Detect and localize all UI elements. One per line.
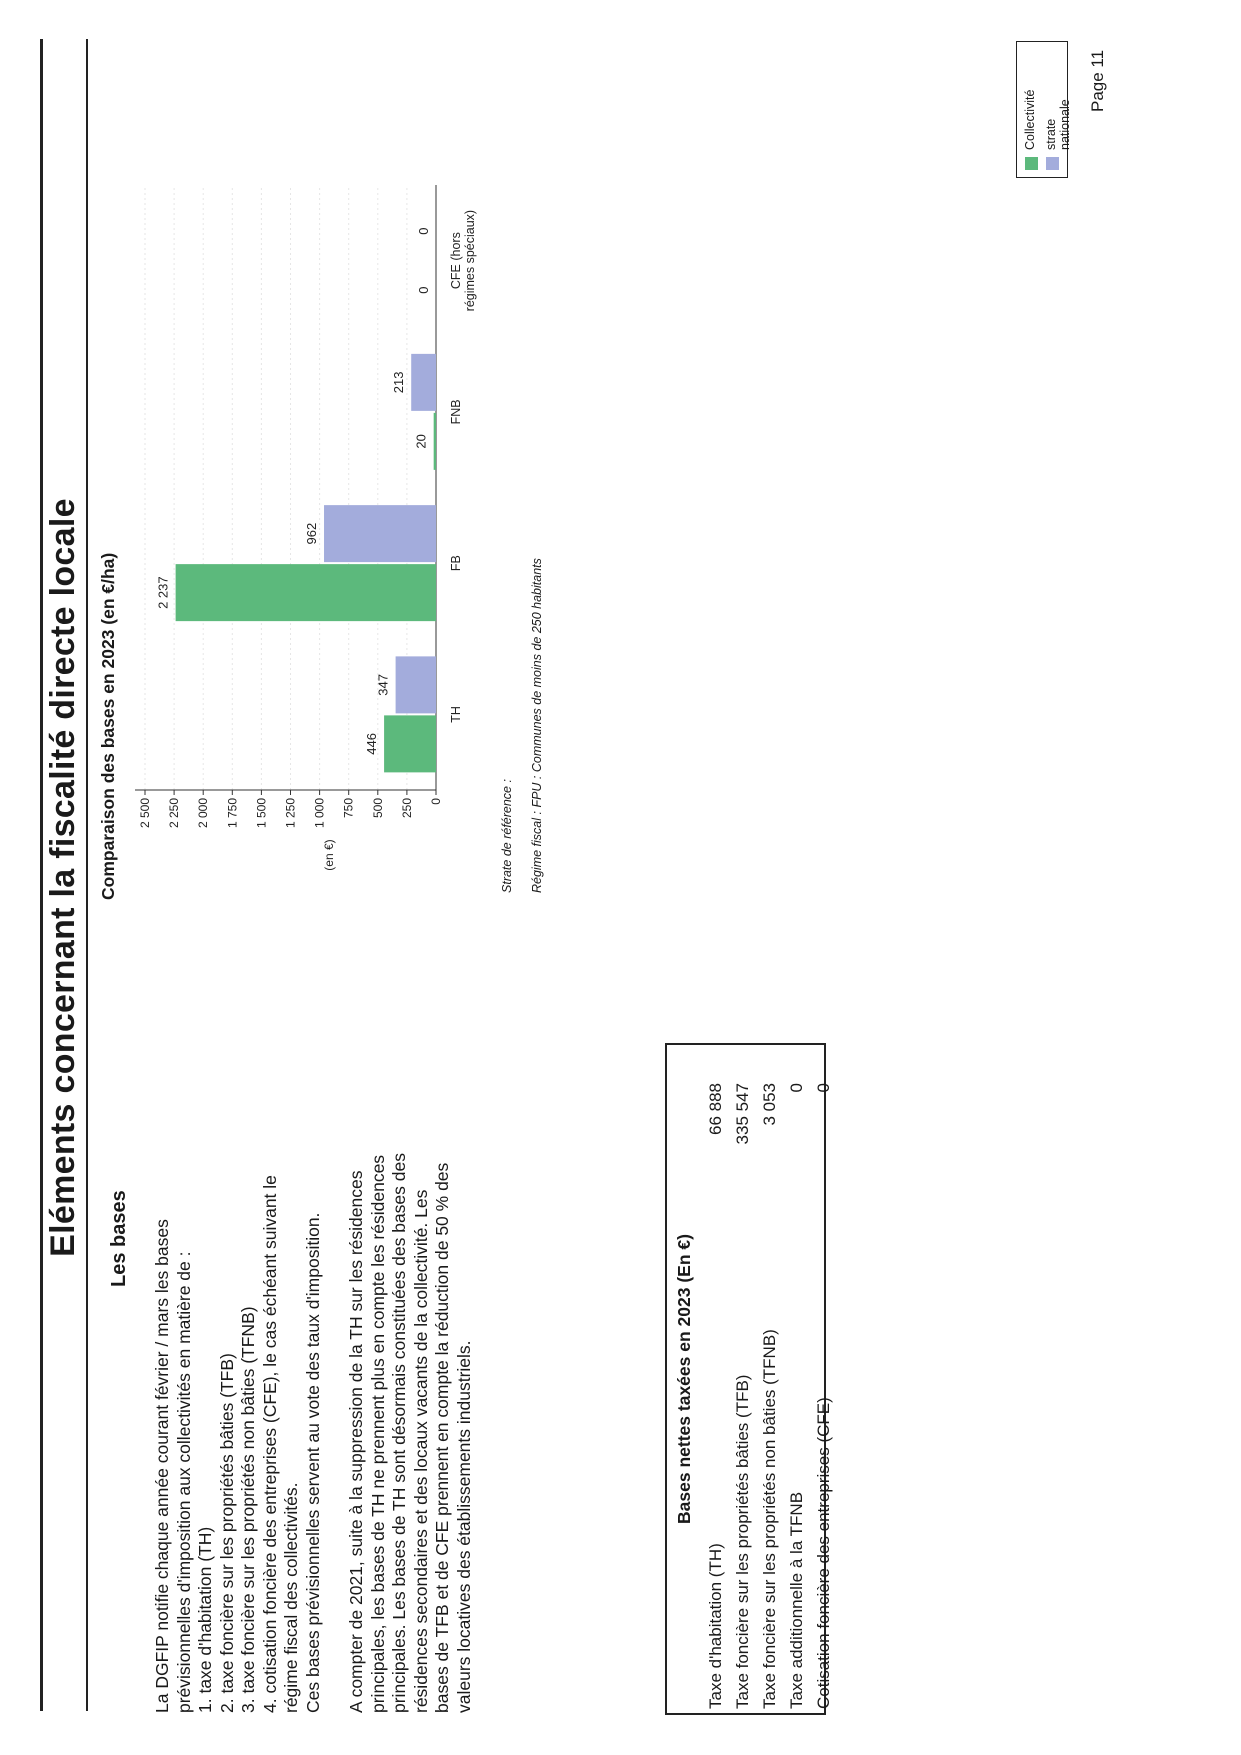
text-line: régime fiscal des collectivités. (281, 1482, 301, 1713)
text-line: Ces bases prévisionnelles servent au vote des taux d'imposition. (302, 1212, 323, 1713)
y-tick-label: 2 000 (196, 798, 211, 829)
bar (324, 505, 436, 562)
bases-paragraph-2 (346, 993, 475, 1713)
text-line: A compter de 2021, suite à la suppression de la TH sur les résidences (346, 1170, 366, 1713)
row-value: 3 053 (760, 1083, 779, 1126)
row-value: 335 547 (733, 1083, 752, 1145)
row-label: Taxe d'habitation (TH) (706, 1543, 725, 1709)
text-line: prévisionnelles d'imposition aux collectivités en matière de : (173, 1251, 194, 1713)
y-tick-label: 1 500 (254, 798, 269, 829)
text-line: principales, les bases de TH ne prennent plus en compte les résidences (367, 1154, 388, 1713)
table-row (787, 1049, 817, 1709)
y-tick-label: 750 (341, 798, 356, 819)
y-tick-label: 1 250 (283, 798, 298, 829)
chart-title: Comparaison des bases en 2023 (en €/ha) (98, 552, 118, 900)
bar-chart (115, 175, 495, 875)
row-label: Taxe foncière sur les propriétés bâties (TFB) (733, 1374, 752, 1709)
net-bases-table (665, 1043, 833, 1715)
reference-label: Strate de référence : (500, 779, 514, 893)
bar (411, 354, 436, 411)
y-tick-label: 250 (399, 798, 414, 819)
bar (384, 715, 436, 772)
text-line: 3. taxe foncière sur les propriétés non bâties (TFNB) (238, 1306, 258, 1713)
y-tick-label: 0 (429, 798, 443, 805)
row-value: 66 888 (706, 1083, 725, 1135)
bar (434, 413, 436, 470)
data-label: 962 (304, 522, 320, 545)
text-line: principales. Les bases de TH sont désormais constituées des bases des (389, 1153, 409, 1713)
row-label: Taxe foncière sur les propriétés non bâties (TFNB) (760, 1329, 779, 1709)
table-row (706, 1049, 736, 1709)
page-number: Page 11 (1088, 49, 1107, 112)
page-title: Eléments concernant la fiscalité directe locale (44, 498, 82, 1257)
y-tick-label: 1 000 (312, 798, 327, 829)
text-line: résidences secondaires et des locaux vacants de la collectivité. Les (410, 1189, 431, 1713)
legend-label: strate nationale (1044, 99, 1072, 150)
legend-label: Collectivité (1023, 89, 1037, 150)
row-value: 0 (787, 1083, 806, 1093)
table-row (814, 1049, 844, 1709)
bases-heading: Les bases (108, 1190, 130, 1287)
y-tick-label: 1 750 (225, 798, 240, 829)
legend-swatch (1025, 157, 1038, 170)
y-tick-label: 2 500 (138, 798, 152, 829)
text-line: valeurs locatives des établissements industriels. (453, 1340, 474, 1713)
data-label: 446 (364, 733, 380, 755)
data-label: 0 (416, 286, 431, 294)
row-label: Cotisation foncière des entreprises (CFE) (814, 1397, 833, 1709)
x-tick-label: TH (449, 706, 463, 723)
text-line: La DGFIP notifie chaque année courant février / mars les bases (152, 1219, 172, 1713)
chart-legend (1016, 41, 1072, 178)
reference-value: Régime fiscal : FPU : Communes de moins de 250 habitants (530, 558, 544, 893)
legend-swatch (1046, 157, 1059, 170)
data-label: 0 (416, 227, 431, 235)
text-line: 2. taxe foncière sur les propriétés bâties (TFB) (216, 1353, 237, 1713)
text-line: bases de TFB et de CFE prennent en compte la réduction de 50 % des (432, 1162, 452, 1713)
text-line: 1. taxe d'habitation (TH) (195, 1526, 215, 1713)
data-label: 347 (375, 674, 391, 696)
x-tick-label: FNB (449, 399, 463, 425)
x-tick-label: CFE (hors (449, 232, 463, 290)
bases-text (152, 993, 497, 1713)
table-row (760, 1049, 790, 1709)
x-tick-label: régimes spéciaux) (463, 209, 477, 312)
text-line: 4. cotisation foncière des entreprises (CFE), le cas échéant suivant le (259, 1175, 280, 1713)
x-tick-label: FB (449, 555, 463, 572)
bar (176, 564, 436, 621)
row-value: 0 (814, 1083, 833, 1093)
data-label: 20 (413, 434, 429, 449)
title-rule-bottom (86, 39, 88, 1711)
y-axis-label: (en €) (322, 839, 336, 871)
row-label: Taxe additionnelle à la TFNB (787, 1491, 806, 1709)
y-tick-label: 2 250 (167, 798, 182, 829)
data-label: 2 237 (155, 576, 171, 609)
y-tick-label: 500 (370, 798, 385, 819)
title-rule-top (40, 39, 43, 1711)
bases-paragraph-1 (152, 993, 324, 1713)
table-row (733, 1049, 763, 1709)
table-title: Bases nettes taxées en 2023 (En €) (674, 1234, 694, 1524)
bar (396, 656, 436, 713)
data-label: 213 (391, 371, 407, 394)
